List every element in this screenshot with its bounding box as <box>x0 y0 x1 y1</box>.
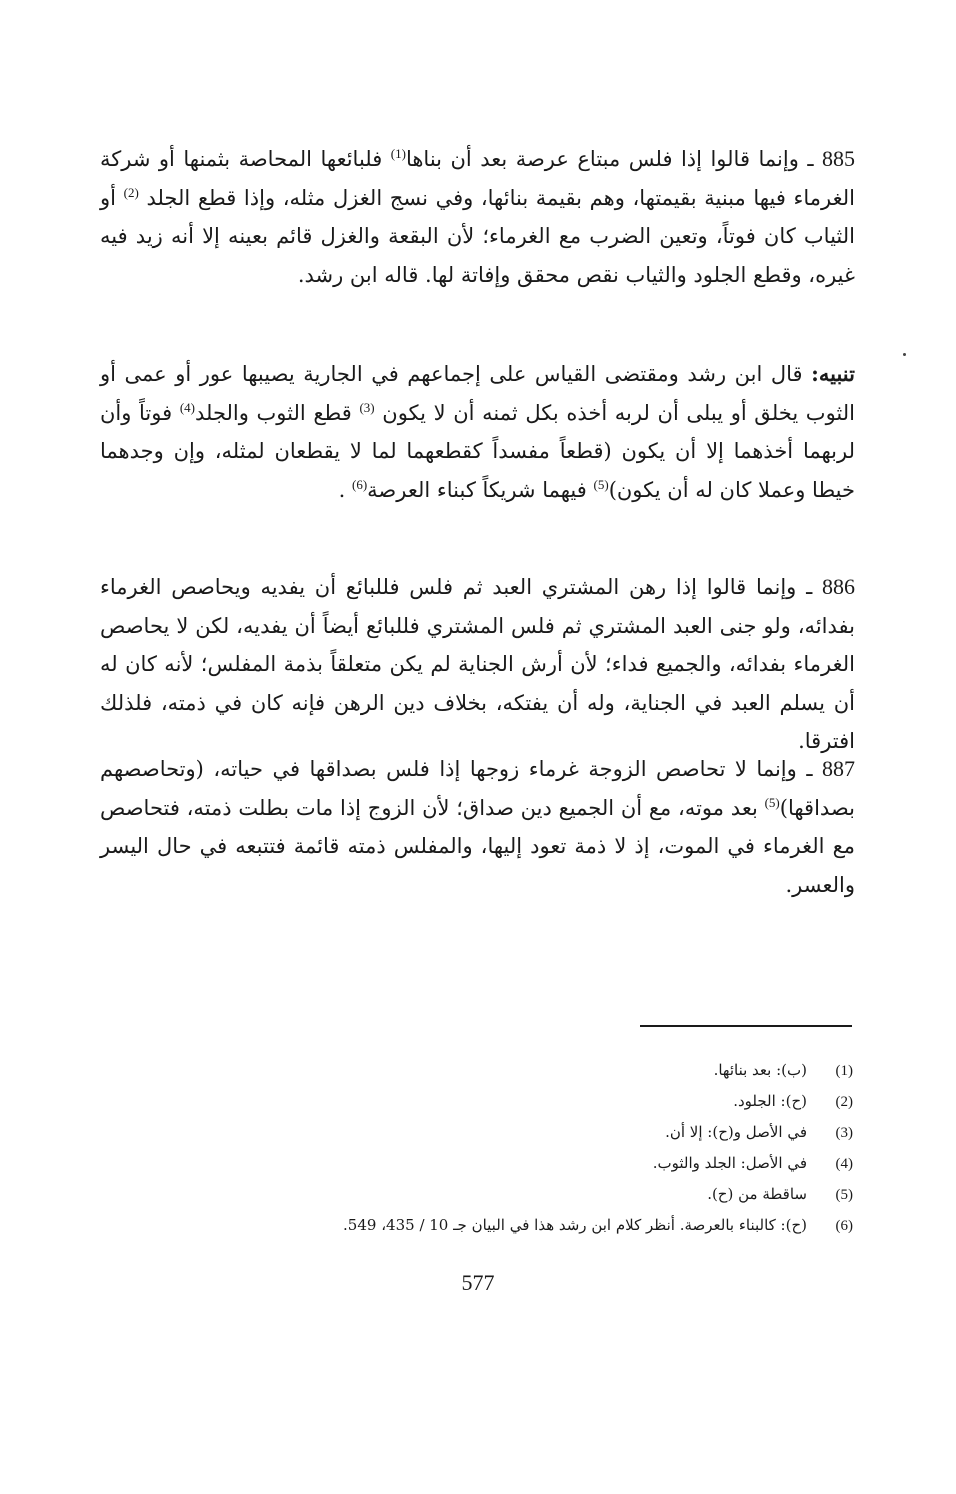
footnote-ref: (6) <box>351 476 368 492</box>
footnote-number: (5) <box>835 1187 853 1203</box>
paragraph-number: 886 <box>821 574 855 599</box>
footnote-divider <box>640 1025 852 1027</box>
paragraph-number: 885 <box>821 146 855 171</box>
footnote <box>133 1117 853 1148</box>
footnote-ref: (2) <box>123 184 139 200</box>
footnote <box>133 1210 853 1241</box>
footnotes <box>133 1055 853 1241</box>
footnote-text: ساقطة من (ح). <box>707 1185 807 1203</box>
tanbih-note <box>100 355 855 509</box>
tanbih-text: فيهما شريكاً كبناء العرصة <box>367 477 587 502</box>
paragraph-text: بعد موته، مع أن الجميع دين صداق؛ لأن الزوج إذا مات بطلت ذمته، فتحاصص مع الغرماء في الموت، إذ لا ذمة تعود إليها، والمفلس ذمته قائمة فتتبعه في حال اليسر والعسر. <box>100 795 855 897</box>
paragraph-text: وإنما قالوا إذا رهن المشتري العبد ثم فلس فللبائع أن يفديه ويحاصص الغرماء بفدائه، ولو جنى العبد المشتري ثم فلس المشتري فللبائع أيضاً أن يفديه، لكن لا يحاصص الغرماء بفدائه، والجميع فداء؛ لأن أرش الجناية لم يكن متعلقاً بذمة المفلس؛ لأنه كان له أن يسلم العبد في الجناية، وله أن يفتكه، بخلاف دين الرهن فإنه كان في ذمته، فلذلك افترقا. <box>100 575 855 753</box>
footnote-ref: (5) <box>764 794 780 810</box>
footnote-number: (2) <box>835 1094 853 1110</box>
footnote-text: في الأصل: الجلد والثوب. <box>652 1154 807 1172</box>
paragraph-885 <box>100 140 855 294</box>
paragraph-marker: ـ <box>806 575 813 599</box>
paragraph-886 <box>100 568 855 761</box>
footnote <box>133 1148 853 1179</box>
tanbih-text: قطع الثوب والجلد <box>195 400 352 425</box>
paragraph-text: أو الثياب كان فوتاً، وتعين الضرب مع الغرماء؛ لأن البقعة والغزل قائم بعينه إلا أنه زيد فيه غيره، وقطع الجلود والثياب نقص محقق وإفاتة لها. قاله ابن رشد. <box>100 185 855 287</box>
footnote <box>133 1179 853 1210</box>
footnote-text: (ب): بعد بنائها. <box>713 1061 807 1079</box>
paragraph-text: وإنما قالوا إذا فلس مبتاع عرصة بعد أن بناها <box>405 147 799 171</box>
footnote-ref: (4) <box>179 399 195 415</box>
paragraph-number: 887 <box>821 756 855 781</box>
footnote-number: (1) <box>835 1063 853 1079</box>
tanbih-lead: تنبيه: <box>811 361 855 386</box>
footnote-number: (6) <box>835 1218 853 1234</box>
paragraph-text: فلبائعها المحاصة بثمنها أو شركة الغرماء فيها مبنية بقيمتها، وهم بقيمة بنائها، وفي نسج الغزل مثله، وإذا قطع الجلد <box>100 147 855 210</box>
paragraph-text: وإنما لا تحاصص الزوجة غرماء زوجها إذا فلس بصداقها في حياته، (وتحاصصهم بصداقها) <box>100 757 855 820</box>
footnote-number: (4) <box>835 1156 853 1172</box>
tanbih-text: قال ابن رشد ومقتضى القياس على إجماعهم في الجارية يصيبها عور أو عمى أو الثوب يخلق أو يبلى أن لربه أخذه بكل ثمنه أن لا يكون <box>100 362 855 425</box>
paragraph-marker: ـ <box>806 757 813 781</box>
stray-dot <box>903 353 906 356</box>
footnote-text: في الأصل و(ح): إلا أن. <box>665 1123 807 1141</box>
footnote-text: (ح): كالبناء بالعرصة. أنظر كلام ابن رشد هذا في البيان جـ 10 / 435، 549. <box>343 1216 807 1234</box>
page-number: 577 <box>461 1270 495 1295</box>
paragraph-marker: ـ <box>807 147 814 171</box>
footnote-text: (ح): الجلود. <box>733 1092 807 1110</box>
footnote-ref: (1) <box>390 146 406 161</box>
footnote-number: (3) <box>835 1125 853 1141</box>
tanbih-text: فوتاً وأن لربهما أخذهما إلا أن يكون (قطعاً مفسداً كقطعهما لما لا يقطعان لمثله، وإن وجدهما خيطا وعملا كان له أن يكون) <box>100 400 855 502</box>
tanbih-text: . <box>338 477 346 502</box>
footnote <box>133 1086 853 1117</box>
paragraph-887 <box>100 750 855 904</box>
footnote-ref: (5) <box>593 476 609 492</box>
footnote-ref: (3) <box>359 399 375 415</box>
footnote <box>133 1055 853 1086</box>
